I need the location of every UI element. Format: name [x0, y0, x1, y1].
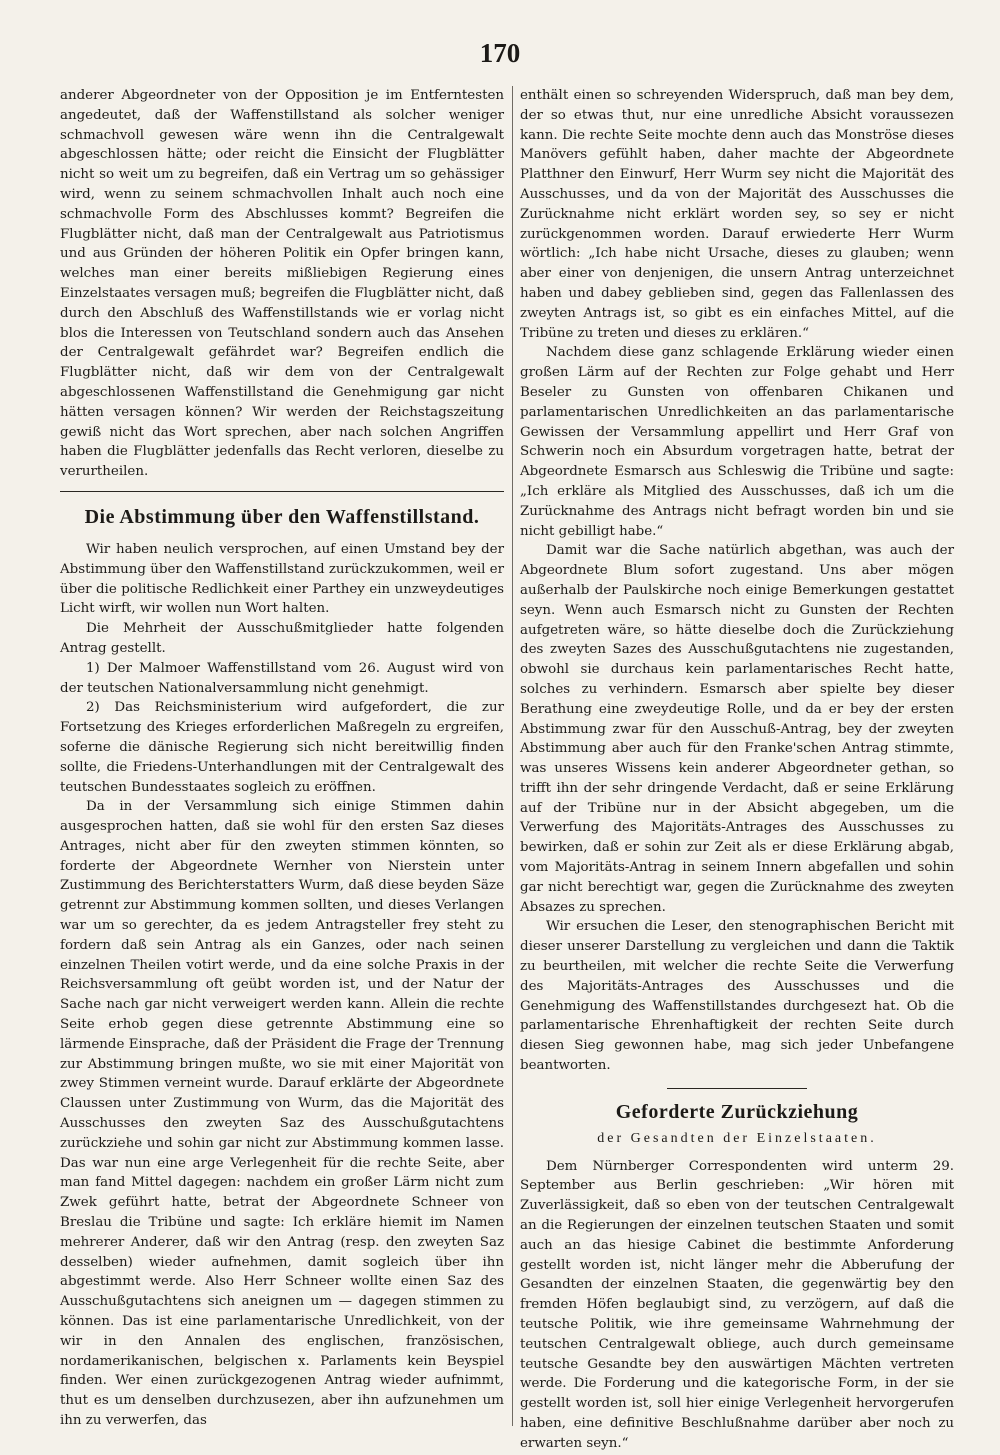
article-paragraph: Da in der Versammlung sich einige Stimmen dahin ausgesprochen hatten, daß sie wohl für den ersten Saz dieses Antrages, nicht aber für den zweyten stimmen könnten, so forderte der Abgeordnete Wernher von Nierstein unter Zustimmung des Berichterstatters Wurm, daß diese beyden Säze getrennt zur Abstimmung kommen sollten, und dieses Verlangen war um so gerechter, da es jedem Antragsteller frey steht zu fordern daß sein Antrag als ein Ganzes, oder nach seinen einzelnen Theilen votirt werde, und da eine solche Praxis in der Reichsversammlung oft geübt worden ist, und der Natur der Sache nach gar nicht verweigert werden kann. Allein die rechte Seite erhob gegen diese getrennte Abstimmung eine so lärmende Einsprache, daß der Präsident die Frage der Trennung zur Abstimmung bringen mußte, wo sie mit einer Majorität von zwey Stimmen verneint wurde. Darauf erklärte der Abgeordnete Claussen unter Zustimmung von Wurm, das die Majorität des Ausschusses den zweyten Saz des Ausschußgutachtens zurückziehe und sohin gar nicht zur Abstimmung kommen lasse. Das war nun eine arge Verlegenheit für die rechte Seite, aber man fand Mittel dagegen: nachdem ein großer Lärm nicht zum Zwek geführt hatte, betrat der Abgeordnete Schneer von Breslau die Tribüne und sagte: Ich erkläre hiemit im Namen mehrerer Anderer, daß wir den Antrag (resp. den zweyten Saz desselben) wieder aufnehmen, damit sogleich über ihn abgestimmt werde. Also Herr Schneer wollte einen Saz des Ausschußgutachtens sich aneignen um — dagegen stimmen zu können. Das ist eine parlamentarische Unredlichkeit, von der wir in den Annalen des englischen, französischen, nordamerikanischen, belgischen x. Parlaments kein Beyspiel finden. Wer einen zurückgezogenen Antrag wieder aufnimmt, thut es um denselben durchzusezen, aber ihn aufzunehmen um ihn zu verwerfen, das [60, 799, 504, 1428]
column-divider [512, 86, 513, 1426]
article-paragraph: Wir ersuchen die Leser, den stenographischen Bericht mit dieser unserer Darstellung zu vergleichen und dann die Taktik zu beurtheilen, mit welcher die rechte Seite die Verwerfung des Majoritäts-Antrages des Ausschusses und die Genehmigung des Waffenstillstandes durchgesezt hat. Ob die parlamentarische Ehrenhaftigkeit der rechten Seite durch diesen Sieg gewonnen habe, mag sich jeder Unbefangene beantworten. [520, 919, 954, 1074]
article-paragraph: Die Mehrheit der Ausschußmitglieder hatte folgenden Antrag gestellt. [60, 621, 504, 656]
article-subheading: der Gesandten der Einzelstaaten. [597, 1130, 877, 1146]
motion-item-2: 2) Das Reichsministerium wird aufgefordert, die zur Fortsetzung des Krieges erforderlichen Maßregeln zu ergreifen, soferne die dänische Regierung sich nicht bereitwillig finden sollte, die Friedens-Unterhandlungen mit der Centralgewalt des teutschen Bundesstaates sogleich zu eröffnen. [60, 700, 504, 795]
article-paragraph: Damit war die Sache natürlich abgethan, was auch der Abgeordnete Blum sofort zugestand. Uns aber mögen außerhalb der Paulskirche noch einige Bemerkungen gestattet seyn. Wenn auch Esmarsch nicht zu Gunsten der Rechten aufgetreten wäre, so hätte dieselbe doch die Zurückziehung des zweyten Sazes des Ausschußgutachtens nie zugestanden, obwohl sie durchaus kein parlamentarisches Recht hatte, solches zu verhindern. Esmarsch aber spielte bey dieser Berathung eine zweydeutige Rolle, und da er bey der ersten Abstimmung zwar für den Ausschuß-Antrag, bey der zweyten Abstimmung aber auch für den Franke'schen Antrag stimmte, was unseres Wissens kein anderer Abgeordneter gethan, so trifft ihn der sehr dringende Verdacht, daß er seine Erklärung auf der Tribüne nur in der Absicht abgegeben, um die Verwerfung des Majoritäts-Antrages des Ausschusses zu bewirken, daß er sohin zur Zeit als er diese Erklärung abgab, vom Majoritäts-Antrag in seinem Innern abgefallen und sohin gar nicht berechtigt war, gegen die Zurücknahme des zweyten Absazes zu sprechen. [520, 543, 954, 915]
article-paragraph: Nachdem diese ganz schlagende Erklärung wieder einen großen Lärm auf der Rechten zur Folge gehabt und Herr Beseler zu Gunsten von offenbaren Chikanen und parlamentarischen Unredlichkeiten an das parlamentarische Gewissen der Versammlung appellirt und Herr Graf von Schwerin noch ein Absurdum vorgetragen hatte, betrat der Abgeordnete Esmarsch aus Schleswig die Tribüne und sagte: „Ich erkläre als Mitglied des Ausschusses, daß ich um die Zurücknahme des Antrags nicht befragt worden bin und sie nicht gebilligt habe.“ [520, 345, 954, 539]
right-column [520, 86, 954, 1454]
section-divider [60, 491, 504, 492]
article-paragraph: Wir haben neulich versprochen, auf einen Umstand bey der Abstimmung über den Waffenstillstand zurückzukommen, weil er über die politische Redlichkeit einer Parthey ein unzweydeutiges Licht wirft, wir wollen nun Wort halten. [60, 541, 505, 617]
article-heading: Geforderte Zurückziehung [615, 1100, 859, 1123]
left-column [60, 86, 504, 1431]
continued-paragraph: anderer Abgeordneter von der Opposition je im Entferntesten angedeutet, daß der Waffenstillstand als solcher weniger schmachvoll gewesen wäre wenn ihn die Centralgewalt abgeschlossen hätte; oder reicht die Einsicht der Flugblätter nicht so weit um zu begreifen, daß ein Vertrag um so gehässiger wird, wenn zu seinem schmachvollen Inhalt auch noch eine schmachvolle Form des Abschlusses kommt? Begreifen die Flugblätter nicht, daß man der Centralgewalt aus Patriotismus und aus Gründen der höheren Politik ein Opfer bringen kann, welches man einer bereits mißliebigen Regierung eines Einzelstaates versagen muß; begreifen die Flugblätter nicht, daß durch den Abschluß des Waffenstillstands wie er vorlag nicht blos die Interessen von Teutschland sondern auch das Ansehen der Centralgewalt gefährdet war? Begreifen endlich die Flugblätter nicht, daß wir dem von der Centralgewalt abgeschlossenen Waffenstillstand die Genehmigung gar nicht hätten versagen können? Wir werden der Reichstagszeitung gewiß nicht das Wort sprechen, aber nach solchen Angriffen haben die Flugblätter jedenfalls das Recht verloren, dieselbe zu verurtheilen. [60, 88, 504, 480]
page-number: 170 [479, 38, 521, 68]
continued-paragraph: enthält einen so schreyenden Widerspruch, daß man bey dem, der so etwas thut, nur eine unredliche Absicht voraussezen kann. Die rechte Seite mochte denn auch das Monströse dieses Manövers gefühlt haben, daher machte der Abgeordnete Platthner den Einwurf, Herr Wurm sey nicht die Majorität des Ausschusses, und da von der Majorität des Ausschusses die Zurücknahme nicht erklärt worden sey, so sey er nicht zurückgenommen worden. Darauf erwiederte Herr Wurm wörtlich: „Ich habe nicht Ursache, dieses zu glauben; wenn aber einer von denjenigen, die unsern Antrag unterzeichnet haben und dabey geblieben sind, gegen das Fallenlassen des zweyten Antrags ist, so gibt es ein einfaches Mittel, auf die Tribüne zu treten und dieses zu erklären.“ [520, 88, 954, 341]
section-divider [667, 1088, 807, 1089]
article-paragraph: Dem Nürnberger Correspondenten wird unterm 29. September aus Berlin geschrieben: „Wir hören mit Zuverlässigkeit, daß so eben von der teutschen Centralgewalt an die Regierungen der einzelnen teutschen Staaten und somit auch an das hiesige Cabinet die bestimmte Anforderung gestellt worden ist, nicht länger mehr die Abberufung der Gesandten der einzelnen Staaten, die gegenwärtig bey den fremden Höfen beglaubigt sind, zu verzögern, auf daß die teutsche Politik, wie ihre gemeinsame Wahrnehmung der teutschen Centralgewalt obliege, auch durch gemeinsame teutsche Gesandte bey den auswärtigen Mächten vertreten werde. Die Forderung und die kategorische Form, in der sie gestellt worden ist, soll hier einige Verlegenheit hervorgerufen haben, eine definitive Beschlußnahme darüber aber noch zu erwarten seyn.“ [520, 1158, 954, 1451]
motion-item-1: 1) Der Malmoer Waffenstillstand vom 26. August wird von der teutschen Nationalversammlung nicht genehmigt. [60, 660, 504, 696]
article-heading: Die Abstimmung über den Waffenstillstand. [84, 505, 480, 528]
